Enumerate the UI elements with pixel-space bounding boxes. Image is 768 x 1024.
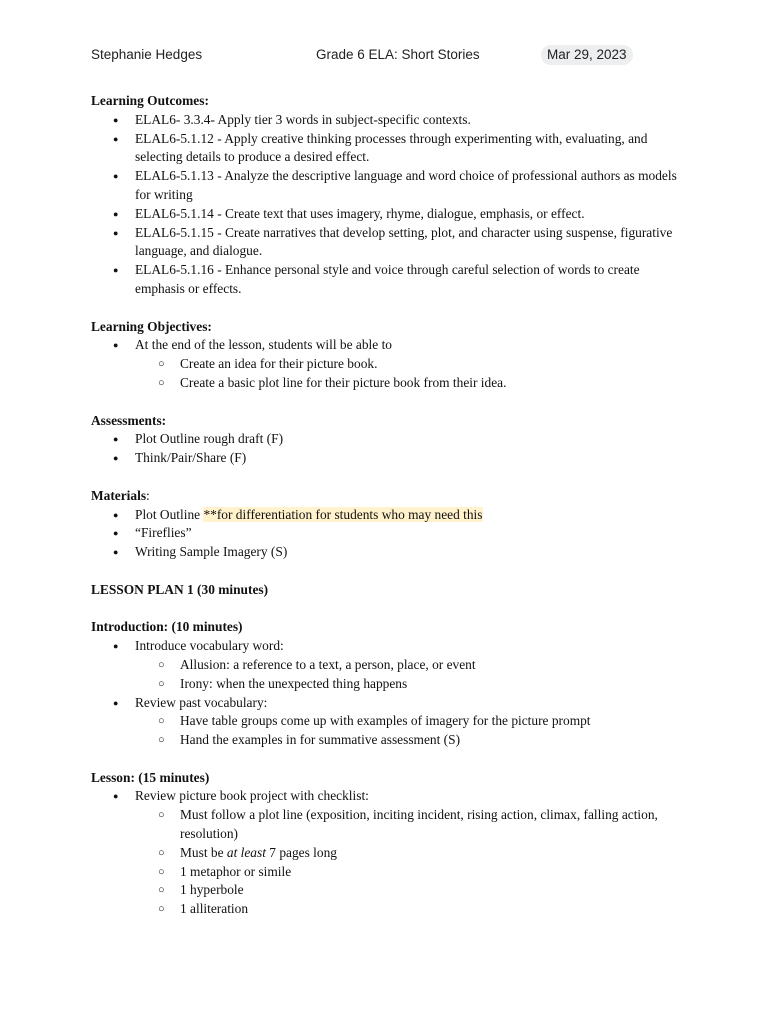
list-item: ● Writing Sample Imagery (S) <box>135 543 691 562</box>
author-name: Stephanie Hedges <box>91 47 203 62</box>
list-item: ● ELAL6-5.1.16 - Enhance personal style and voice through careful selection of words to create emphasis or effects. <box>135 261 691 299</box>
list-item <box>135 336 691 392</box>
list-item-text: Review picture book project with checklist: <box>135 788 369 804</box>
sub-list-item: ○ 1 alliteration <box>180 900 691 919</box>
list-item <box>135 694 691 750</box>
lesson-heading: Lesson: (15 minutes) <box>91 769 210 785</box>
list-item-text: Plot Outline <box>135 506 204 522</box>
lesson-plan-heading: LESSON PLAN 1 (30 minutes) <box>91 581 269 597</box>
list-item: ● Plot Outline rough draft (F) <box>135 430 691 449</box>
sub-list-item: ○ 1 hyperbole <box>180 881 691 900</box>
list-item: ● Think/Pair/Share (F) <box>135 449 691 468</box>
list-item: ● ELAL6-5.1.13 - Analyze the descriptive language and word choice of professional authors as models for writing <box>135 167 691 205</box>
sub-list-item: ○ Create a basic plot line for their picture book from their idea. <box>180 374 691 393</box>
materials-section <box>91 487 691 562</box>
list-item <box>135 637 691 693</box>
assessments-section <box>91 412 691 468</box>
learning-objectives-section <box>91 318 691 393</box>
sub-list-item <box>180 844 691 863</box>
introduction-list <box>91 637 691 750</box>
assessments-heading: Assessments: <box>91 412 167 428</box>
document-header <box>0 45 768 67</box>
highlighted-note: **for differentiation for students who may need this <box>203 506 483 522</box>
materials-heading-colon: : <box>146 487 150 503</box>
learning-outcomes-list <box>91 111 691 299</box>
emphasis-text: at least <box>226 844 266 860</box>
document-body[interactable] <box>91 92 691 938</box>
sub-list-item: ○ Hand the examples in for summative assessment (S) <box>180 731 691 750</box>
sub-list-item: ○ Must follow a plot line (exposition, inciting incident, rising action, climax, falling action, resolution) <box>180 806 691 844</box>
list-item: ● ELAL6-5.1.15 - Create narratives that develop setting, plot, and character using suspense, figurative language, and dialogue. <box>135 224 691 262</box>
introduction-heading: Introduction: (10 minutes) <box>91 619 243 635</box>
list-item-text: At the end of the lesson, students will be able to <box>135 337 392 353</box>
introduction-section <box>91 618 691 750</box>
assessments-list <box>91 430 691 468</box>
sub-list-item: ○ 1 metaphor or simile <box>180 863 691 882</box>
materials-heading-text: Materials <box>91 487 147 503</box>
lesson-plan-section <box>91 581 691 600</box>
date-chip[interactable]: Mar 29, 2023 <box>541 45 633 65</box>
text-run: 7 pages long <box>265 844 337 860</box>
list-item-text: Review past vocabulary: <box>135 694 268 710</box>
learning-outcomes-section <box>91 92 691 299</box>
list-item-text: Introduce vocabulary word: <box>135 638 284 654</box>
list-item: ● “Fireflies” <box>135 524 691 543</box>
materials-heading <box>91 487 691 506</box>
lesson-section <box>91 769 691 919</box>
list-item: ● ELAL6- 3.3.4- Apply tier 3 words in subject-specific contexts. <box>135 111 691 130</box>
sub-list <box>135 355 691 393</box>
sub-list-item: ○ Irony: when the unexpected thing happens <box>180 675 691 694</box>
sub-list <box>135 712 691 750</box>
course-title: Grade 6 ELA: Short Stories <box>316 47 480 62</box>
learning-outcomes-heading: Learning Outcomes: <box>91 93 209 108</box>
list-item: ● ELAL6-5.1.12 - Apply creative thinking processes through experimenting with, evaluating, and selecting details to produce a desired effect. <box>135 130 691 168</box>
learning-objectives-list <box>91 336 691 392</box>
sub-list <box>135 806 691 919</box>
list-item <box>135 506 691 525</box>
sub-list <box>135 656 691 694</box>
sub-list-item: ○ Have table groups come up with examples of imagery for the picture prompt <box>180 712 691 731</box>
list-item <box>135 787 691 919</box>
sub-list-item: ○ Create an idea for their picture book. <box>180 355 691 374</box>
list-item: ● ELAL6-5.1.14 - Create text that uses imagery, rhyme, dialogue, emphasis, or effect. <box>135 205 691 224</box>
lesson-list <box>91 787 691 919</box>
learning-objectives-heading: Learning Objectives: <box>91 318 212 334</box>
materials-list <box>91 506 691 562</box>
sub-list-item: ○ Allusion: a reference to a text, a person, place, or event <box>180 656 691 675</box>
text-run: Must be <box>180 844 227 860</box>
